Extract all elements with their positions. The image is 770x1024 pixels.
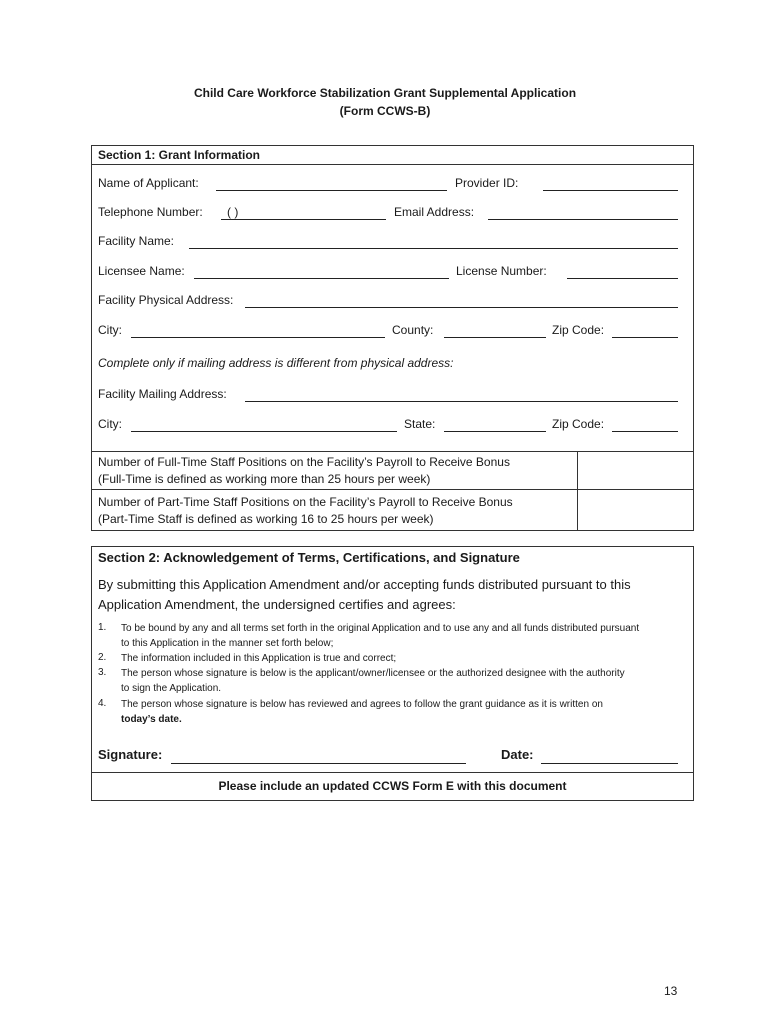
name-of-applicant-field[interactable] xyxy=(216,190,447,191)
list-item xyxy=(121,621,691,651)
list-item-number: 2. xyxy=(98,652,107,663)
telephone-number-label: Telephone Number: xyxy=(98,205,203,219)
telephone-area-code: ( ) xyxy=(227,205,239,219)
state-field[interactable] xyxy=(444,431,546,432)
zip-code-field[interactable] xyxy=(612,337,678,338)
mailing-zip-code-label: Zip Code: xyxy=(552,417,605,431)
county-field[interactable] xyxy=(444,337,546,338)
form-title: Child Care Workforce Stabilization Grant Supplemental Application xyxy=(193,86,577,100)
license-number-label: License Number: xyxy=(456,264,547,278)
list-item-line1: The information included in this Application is true and correct; xyxy=(121,653,397,664)
section2-intro-line1: By submitting this Application Amendment and/or accepting funds distributed pursuant to this xyxy=(98,577,631,592)
section2-footer-divider xyxy=(91,772,694,773)
list-item xyxy=(121,651,691,666)
fulltime-positions-input[interactable] xyxy=(578,452,693,489)
section2-heading: Section 2: Acknowledgement of Terms, Certifications, and Signature xyxy=(98,550,520,565)
name-of-applicant-label: Name of Applicant: xyxy=(98,176,199,190)
list-item-line1: To be bound by any and all terms set forth in the original Application and to use any and all funds distributed pursuant xyxy=(121,623,640,634)
county-label: County: xyxy=(392,323,434,337)
fulltime-definition: (Full-Time is defined as working more than 25 hours per week) xyxy=(98,472,431,486)
list-item xyxy=(121,697,691,727)
facility-physical-address-field[interactable] xyxy=(245,307,678,308)
licensee-name-label: Licensee Name: xyxy=(98,264,185,278)
section1-heading: Section 1: Grant Information xyxy=(98,148,261,162)
provider-id-field[interactable] xyxy=(543,190,678,191)
facility-mailing-address-label: Facility Mailing Address: xyxy=(98,387,227,401)
form-e-note: Please include an updated CCWS Form E with this document xyxy=(218,779,567,793)
list-item-number: 4. xyxy=(98,698,107,709)
list-item xyxy=(121,666,691,696)
email-address-field[interactable] xyxy=(488,219,678,220)
email-address-label: Email Address: xyxy=(394,205,475,219)
fulltime-positions-label: Number of Full-Time Staff Positions on the Facility’s Payroll to Receive Bonus xyxy=(98,455,510,469)
mailing-city-label: City: xyxy=(98,417,122,431)
list-item-number: 3. xyxy=(98,667,107,678)
facility-mailing-address-field[interactable] xyxy=(245,401,678,402)
signature-field[interactable] xyxy=(171,763,466,764)
form-subtitle: (Form CCWS-B) xyxy=(339,104,431,118)
city-label: City: xyxy=(98,323,122,337)
mailing-address-note: Complete only if mailing address is different from physical address: xyxy=(98,356,454,370)
section2-intro-line2: Application Amendment, the undersigned certifies and agrees: xyxy=(98,597,456,612)
parttime-positions-input[interactable] xyxy=(578,490,693,530)
list-item-line1: The person whose signature is below has reviewed and agrees to follow the grant guidance as it is written on xyxy=(121,699,603,710)
page-number: 13 xyxy=(664,984,678,998)
parttime-definition: (Part-Time Staff is defined as working 16 to 25 hours per week) xyxy=(98,512,434,526)
provider-id-label: Provider ID: xyxy=(455,176,519,190)
state-label: State: xyxy=(404,417,436,431)
license-number-field[interactable] xyxy=(567,278,678,279)
facility-name-field[interactable] xyxy=(189,248,678,249)
date-label: Date: xyxy=(501,747,534,762)
facility-physical-address-label: Facility Physical Address: xyxy=(98,293,234,307)
mailing-zip-code-field[interactable] xyxy=(612,431,678,432)
signature-label: Signature: xyxy=(98,747,163,762)
mailing-city-field[interactable] xyxy=(131,431,397,432)
telephone-number-field[interactable] xyxy=(221,219,386,220)
list-item-line2: today’s date. xyxy=(121,714,182,725)
licensee-name-field[interactable] xyxy=(194,278,449,279)
list-item-line1: The person whose signature is below is the applicant/owner/licensee or the authorized designee with the authority xyxy=(121,668,625,679)
section1-header-divider xyxy=(91,164,694,165)
list-item-line2: to sign the Application. xyxy=(121,683,222,694)
facility-name-label: Facility Name: xyxy=(98,234,175,248)
list-item-line2: to this Application in the manner set forth below; xyxy=(121,638,334,649)
date-field[interactable] xyxy=(541,763,678,764)
parttime-positions-label: Number of Part-Time Staff Positions on the Facility’s Payroll to Receive Bonus xyxy=(98,495,513,509)
zip-code-label: Zip Code: xyxy=(552,323,605,337)
city-field[interactable] xyxy=(131,337,385,338)
list-item-number: 1. xyxy=(98,622,107,633)
